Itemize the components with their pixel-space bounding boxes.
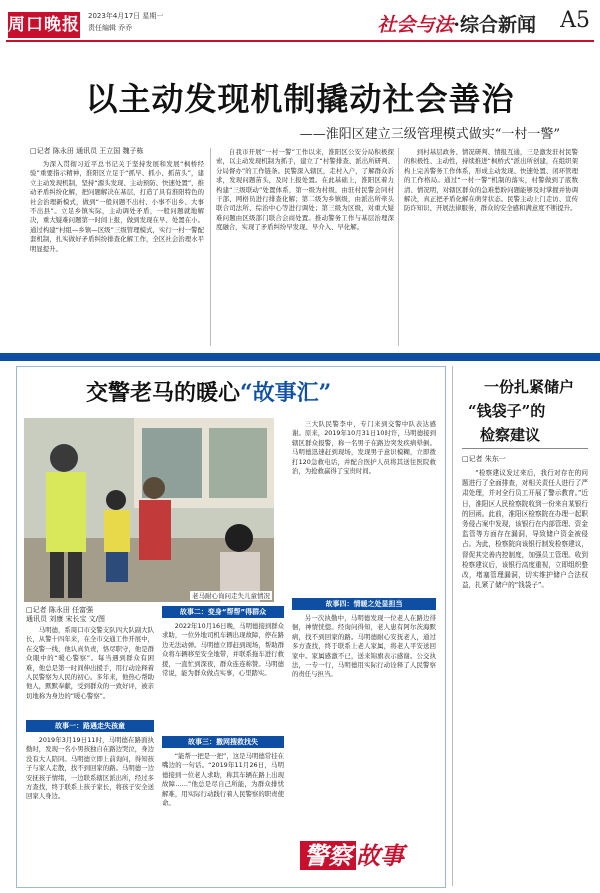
masthead: [0, 0, 600, 62]
lead-subheadline: ——淮阳区建立三级管理模式做实“一村一警”: [299, 127, 560, 142]
feature-photo: [24, 418, 274, 602]
feature-column-3b-text: 另一次执勤中，马明德发现一位老人在路边徘徊，神情恍惚。经询问得知，老人患有阿尔茨海默病，找不到回家的路。马明德耐心安抚老人，通过多方查找，终于联系上老人家属，将老人平安送回家中。家属感激不已，送来锦旗表示感谢。公交执法，一专一行，马明德用实际行动诠释了人民警察的责任与担当。: [292, 614, 436, 679]
section-title: [377, 10, 536, 37]
feature-column-2-text: 2022年10月16日晚，马明德接到群众求助，一位外地司机车辆出现故障，停在路边无法动弹。马明德立即赶到现场，帮助群众将车辆移至安全地带，并联系拖车进行救援，一直忙到深夜，群众连连称赞。马明德常说，能为群众做点实事，心里踏实。: [162, 622, 284, 678]
feature-column-1-text: 马明德，系周口市交警支队四大队副大队长，从警十四年来，在全市交通工作开展中，在交警一线，他认真负责，恪尽职守，他是群众眼中的“暖心警察”。每当遇到群众有困难，他总是第一时间伸出援手，用行动诠释着人民警察为人民的初心。多年来，他热心帮助他人，默默奉献，受到群众的一致好评，被亲切地称为身边的“暖心警察”。: [26, 626, 154, 700]
feature-column-3b: [292, 614, 436, 832]
lead-column-2-text: 自我市开展“一村一警”工作以来，淮阳区公安分局积极探索，以主动发现机制为抓手，建立了“村警排查、派出所研判、分局督办”的工作链条。民警深入辖区，走村入户，了解群众诉求，发现问题苗头，及时上报处置。在此基础上，淮阳区着力构建“三级联动”处置体系，第一级为村级，由驻村民警会同村干部、网格员进行排查化解；第二级为乡镇级，由派出所牵头联合司法所、综治中心等进行调处；第三级为区级，对重大疑难问题由区级部门联合会商处置。推动警务工作与基层治理深度融合，实现了矛盾纠纷早发现、早介入、早化解。: [216, 148, 394, 232]
sidebar-body-text: “检察建议发过来后，我行对存在的问题进行了全面排查，对相关责任人进行了严肃处理，并对全行员工开展了警示教育。”近日，淮阳区人民检察院收到一份来自某银行的回函。此前，淮阳区检察院在办理一起职务侵占案中发现，该银行在内部管理、资金监管等方面存在漏洞，导致储户资金被侵占。为此，检察院向该银行制发检察建议，督促其完善内控制度，加强员工管理。收到检察建议后，该银行高度重视，立即组织整改，堵塞管理漏洞，切实维护储户合法权益，扎紧了储户的“钱袋子”。: [462, 469, 588, 590]
section-title-black: ·综合新闻: [453, 14, 536, 36]
sidebar-byline: □记者 朱东一: [462, 455, 506, 463]
responsible-editor: 责任编辑 乔乔: [88, 24, 133, 32]
sidebar-title-line-2: “钱袋子”的: [468, 402, 546, 420]
page-number: A5: [560, 8, 590, 33]
feature-subheading-3: 故事三：撒网搜救找失: [162, 736, 284, 748]
sidebar-divider: [452, 366, 453, 886]
lead-column-3-text: 到村基层政务、情况研判、情报互通，三是激发驻村民警的积极性、主动性，持续推进“枫桥式”派出所创建，在组织架构上完善警务工作体系，形成主动发现、快速处置、闭环管理的工作格局。通过“一村一警”机制的落实，村警做到了底数清、情况明，对辖区群众的急难愁盼问题能够及时掌握并协调解决，真正把矛盾化解在萌芽状态。民警主动上门走访、宣传防诈知识、开展法律服务，群众的安全感和满意度不断提升。: [404, 148, 578, 213]
feature-subheading-2: 故事二：变身“帮帮”得群众: [162, 606, 284, 618]
feature-column-2b: [162, 752, 284, 880]
stamp-part-a: 警察: [300, 841, 356, 870]
lead-column-1-text: 为深入贯彻习近平总书记关于坚持发展和发展“枫桥经验”重要指示精神，淮阳区立足于“抓早、抓小、抓苗头”，建立主动发现机制，坚持“源头发现、主动预防、快速处置”，推动矛盾纠纷化解，把问题解决在基层，打造了具有淮阳特色的社会治理新模式，做到“一般问题不出村、小事不出乡、大事不出县”。立足乡镇实际，主动调处矛盾，一般问题就地解决，重大疑难问题第一时间上报，做到发现在早、处置在小。通过构建“村组—乡镇—区级”三级管理模式，实行一村一警配套机制，扎实做好矛盾纠纷排查化解工作，全区社会治理水平明显提升。: [30, 160, 204, 253]
feature-headline: [86, 376, 331, 407]
photo-illustration: [24, 418, 274, 602]
section-separator-bar: [0, 353, 600, 361]
lead-column-2: [216, 148, 394, 346]
feature-column-3-text: 三大队民警李中，专门来到交警中队表达感谢。原来，2019年10月31日10时许，马明德接到辖区群众报警，称一名男子在路边突发疾病晕倒。马明德迅速赶到现场，发现男子意识模糊，立即拨打120急救电话，并配合医护人员将其送往医院救治，为抢救赢得了宝贵时间。: [292, 420, 436, 476]
feature-column-1b-text: 2019年3月19日11时，马明德在路面执勤时，发现一名小男孩独自在路边哭泣，身边没有大人陪同。马明德立即上前询问，得知孩子与家人走散，找不到回家的路。马明德一边安抚孩子情绪，一边联系辖区派出所，经过多方查找，终于联系上孩子家长，将孩子安全送回家人身边。: [26, 736, 154, 801]
sidebar-body: [462, 468, 588, 880]
masthead-rule: [6, 40, 594, 42]
feature-column-1: [26, 626, 154, 718]
lead-byline: □记者 陈永田 通讯员 王立国 魏子栋: [30, 147, 144, 155]
sidebar-title-rule: [462, 448, 588, 449]
feature-column-1b: [26, 736, 154, 880]
lead-column-1: [30, 160, 204, 346]
feature-column-2b-text: “能帮一把是一把”，这是马明德常挂在嘴边的一句话。“2019年11月26日，马明德接到一位老人求助，称其车辆在路上出现故障……”他总是尽自己所能，为群众排忧解难，用实际行动践行着人民警察的职责使命。: [162, 752, 284, 808]
stamp-part-b: 故事: [356, 841, 404, 870]
lead-column-3: [404, 148, 578, 346]
column-divider: [210, 148, 211, 346]
feature-byline: □记者 陈永田 任富强 通讯员 刘康 宋长宝 文/图: [26, 606, 106, 623]
photo-caption: 老马耐心询问走失儿童情况: [192, 592, 270, 600]
newspaper-logo: 周口晚报: [8, 12, 80, 38]
feature-column-2: [162, 622, 284, 734]
police-story-stamp: [300, 836, 480, 880]
feature-headline-quote: “故事汇”: [240, 380, 332, 406]
lead-headline: 以主动发现机制撬动社会善治: [85, 80, 515, 118]
feature-subheading-1: 故事一：路遇走失孩童: [26, 720, 154, 732]
feature-headline-main: 交警老马的暖心: [86, 380, 241, 406]
section-title-red: 社会与法: [377, 14, 454, 36]
feature-column-3: [292, 420, 436, 596]
feature-subheading-4: 故事四：情暖之处显担当: [292, 598, 436, 610]
column-divider: [398, 148, 399, 346]
issue-date: 2023年4月17日 星期一: [88, 12, 164, 20]
sidebar-title-line-1: 一份扎紧储户: [484, 378, 575, 396]
sidebar-title-line-3: 检察建议: [480, 426, 541, 444]
